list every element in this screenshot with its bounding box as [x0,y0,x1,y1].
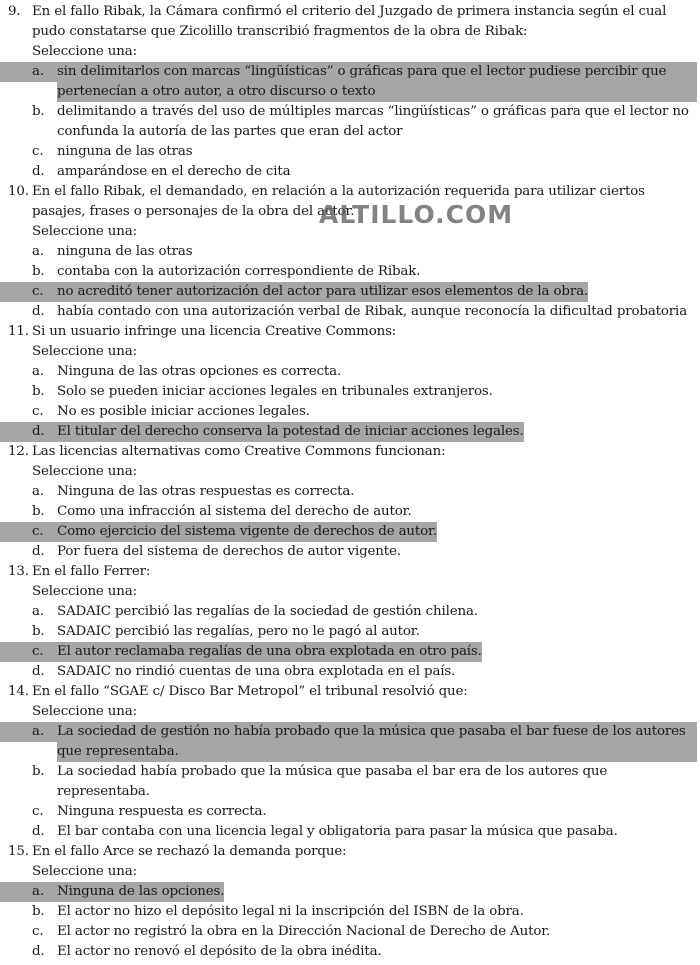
answer-option[interactable] [0,762,700,802]
question-line [0,842,700,862]
option-letter: c. [0,642,57,662]
option-text: Solo se pueden iniciar acciones legales en tribunales extranjeros. [57,384,493,399]
question-line [0,2,700,42]
option-text: ninguna de las otras [57,144,193,159]
option-letter: a. [0,722,57,742]
answer-option[interactable] [0,382,700,402]
option-letter: c. [32,924,44,939]
option-text: sin delimitarlos con marcas “lingüísticas” o gráficas para que el lector pudiese percibir que pertenecían a otro autor, a otro discurso o texto [57,62,697,102]
option-letter: c. [0,522,57,542]
option-text: contaba con la autorización correspondiente de Ribak. [57,264,421,279]
question-number: 14. [8,684,29,699]
option-letter: d. [32,944,45,959]
question-number: 12. [8,444,29,459]
answer-option[interactable] [0,802,700,822]
answer-option[interactable] [0,922,700,942]
option-letter: b. [32,904,45,919]
option-letter: a. [32,484,44,499]
select-prompt: Seleccione una: [32,44,137,59]
answer-option-selected[interactable] [0,722,697,762]
answer-option[interactable] [0,542,700,562]
quiz-document [0,2,700,962]
option-text: Por fuera del sistema de derechos de autor vigente. [57,544,401,559]
question-text: En el fallo Ferrer: [32,564,151,579]
answer-option-selected[interactable] [0,282,588,302]
option-letter: b. [32,264,45,279]
answer-option[interactable] [0,622,700,642]
option-letter: a. [0,882,57,902]
option-text: SADAIC percibió las regalías de la sociedad de gestión chilena. [57,604,478,619]
question-number: 10. [8,184,29,199]
option-letter: b. [32,764,45,779]
option-text: La sociedad de gestión no había probado que la música que pasaba el bar fuese de los autores que representaba. [57,722,697,762]
option-text: El actor no hizo el depósito legal ni la inscripción del ISBN de la obra. [57,904,524,919]
option-text: La sociedad había probado que la música que pasaba el bar era de los autores que representaba. [57,764,608,799]
option-letter: c. [32,404,44,419]
option-letter: b. [32,624,45,639]
option-letter: a. [32,244,44,259]
option-letter: a. [32,604,44,619]
question-number: 13. [8,564,29,579]
answer-option-selected[interactable] [0,642,482,662]
option-text: Como ejercicio del sistema vigente de derechos de autor. [57,522,437,542]
question-text: Las licencias alternativas como Creative Commons funcionan: [32,444,446,459]
question-block [0,182,700,322]
option-letter: d. [32,164,45,179]
option-letter: d. [0,422,57,442]
option-text: Ninguna de las otras respuestas es correcta. [57,484,355,499]
answer-option[interactable] [0,262,700,282]
question-block [0,842,700,962]
option-letter: a. [32,364,44,379]
answer-option[interactable] [0,302,700,322]
question-text: En el fallo Ribak, el demandado, en relación a la autorización requerida para utilizar ciertos pasajes, frases o personajes de la obra del actor. [32,184,645,219]
option-letter: c. [32,144,44,159]
option-text: Ninguna de las opciones. [57,882,224,902]
question-line [0,682,700,702]
option-text: El actor no registró la obra en la Dirección Nacional de Derecho de Autor. [57,924,551,939]
option-text: Ninguna respuesta es correcta. [57,804,267,819]
answer-option-selected[interactable] [0,62,697,102]
option-text: Como una infracción al sistema del derecho de autor. [57,504,412,519]
option-text: había contado con una autorización verbal de Ribak, aunque reconocía la dificultad probatoria [57,304,688,319]
answer-option[interactable] [0,162,700,182]
option-text: ninguna de las otras [57,244,193,259]
answer-option[interactable] [0,902,700,922]
option-text: El titular del derecho conserva la potestad de iniciar acciones legales. [57,422,524,442]
select-prompt: Seleccione una: [32,584,137,599]
question-text: En el fallo Ribak, la Cámara confirmó el criterio del Juzgado de primera instancia según el cual pudo constatarse que Zicolillo transcribió fragmentos de la obra de Ribak: [32,4,667,39]
answer-option[interactable] [0,402,700,422]
option-text: no acreditó tener autorización del actor para utilizar esos elementos de la obra. [57,282,588,302]
answer-option[interactable] [0,602,700,622]
select-prompt: Seleccione una: [32,224,137,239]
option-letter: d. [32,304,45,319]
option-text: SADAIC no rindió cuentas de una obra explotada en el país. [57,664,456,679]
answer-option[interactable] [0,362,700,382]
question-text: En el fallo Arce se rechazó la demanda porque: [32,844,347,859]
answer-option-selected[interactable] [0,882,224,902]
select-prompt: Seleccione una: [32,464,137,479]
answer-option[interactable] [0,482,700,502]
select-prompt: Seleccione una: [32,704,137,719]
question-text: Si un usuario infringe una licencia Creative Commons: [32,324,397,339]
option-letter: d. [32,824,45,839]
option-letter: d. [32,544,45,559]
question-block [0,442,700,562]
option-text: delimitando a través del uso de múltiples marcas “lingüísticas” o gráficas para que el lector no confunda la autoría de las partes que eran del actor [57,104,689,139]
question-number: 15. [8,844,29,859]
option-text: El bar contaba con una licencia legal y obligatoria para pasar la música que pasaba. [57,824,618,839]
question-block [0,562,700,682]
answer-option[interactable] [0,142,700,162]
answer-option[interactable] [0,822,700,842]
question-block [0,322,700,442]
answer-option[interactable] [0,502,700,522]
question-line [0,442,700,462]
question-number: 11. [8,324,29,339]
option-text: El autor reclamaba regalías de una obra explotada en otro país. [57,642,482,662]
option-letter: c. [0,282,57,302]
question-line [0,562,700,582]
option-letter: b. [32,384,45,399]
option-letter: a. [0,62,57,82]
option-letter: b. [32,504,45,519]
answer-option-selected[interactable] [0,422,524,442]
question-number: 9. [8,4,21,19]
question-block [0,682,700,842]
answer-option[interactable] [0,942,700,962]
question-block [0,2,700,182]
option-text: SADAIC percibió las regalías, pero no le pagó al autor. [57,624,420,639]
select-prompt: Seleccione una: [32,864,137,879]
option-letter: d. [32,664,45,679]
option-text: El actor no renovó el depósito de la obra inédita. [57,944,382,959]
option-text: amparándose en el derecho de cita [57,164,291,179]
option-text: No es posible iniciar acciones legales. [57,404,310,419]
answer-option[interactable] [0,102,700,142]
question-line [0,182,700,222]
answer-option[interactable] [0,242,700,262]
option-letter: b. [32,104,45,119]
question-text: En el fallo “SGAE c/ Disco Bar Metropol” el tribunal resolvió que: [32,684,468,699]
select-prompt: Seleccione una: [32,344,137,359]
option-text: Ninguna de las otras opciones es correcta. [57,364,342,379]
answer-option-selected[interactable] [0,522,437,542]
option-letter: c. [32,804,44,819]
answer-option[interactable] [0,662,700,682]
watermark: ALTILLO.COM [319,200,514,229]
question-line [0,322,700,342]
